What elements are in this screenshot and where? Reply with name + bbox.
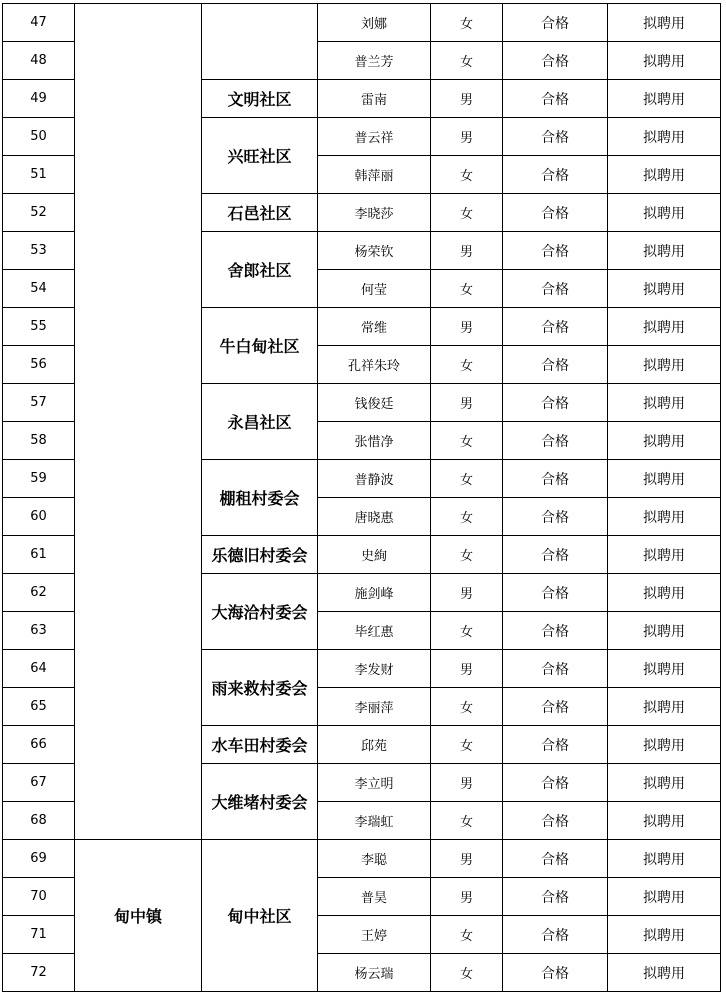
- result: 合格: [503, 118, 608, 156]
- outcome: 拟聘用: [608, 840, 721, 878]
- outcome: 拟聘用: [608, 346, 721, 384]
- result: 合格: [503, 156, 608, 194]
- row-number: 48: [3, 42, 75, 80]
- outcome: 拟聘用: [608, 194, 721, 232]
- gender: 女: [431, 726, 503, 764]
- gender: 女: [431, 270, 503, 308]
- row-number: 72: [3, 954, 75, 992]
- result: 合格: [503, 346, 608, 384]
- outcome: 拟聘用: [608, 460, 721, 498]
- table-row: [3, 4, 721, 42]
- unit-cell: 甸中社区: [202, 840, 318, 992]
- result: 合格: [503, 42, 608, 80]
- row-number: 67: [3, 764, 75, 802]
- row-number: 56: [3, 346, 75, 384]
- gender: 男: [431, 308, 503, 346]
- unit-cell: 大维堵村委会: [202, 764, 318, 840]
- recruitment-table: [2, 3, 721, 992]
- unit-cell: 棚租村委会: [202, 460, 318, 536]
- outcome: 拟聘用: [608, 156, 721, 194]
- outcome: 拟聘用: [608, 650, 721, 688]
- row-number: 49: [3, 80, 75, 118]
- gender: 男: [431, 650, 503, 688]
- person-name: 杨云瑞: [318, 954, 431, 992]
- row-number: 55: [3, 308, 75, 346]
- gender: 女: [431, 4, 503, 42]
- person-name: 孔祥朱玲: [318, 346, 431, 384]
- gender: 男: [431, 232, 503, 270]
- gender: 女: [431, 422, 503, 460]
- person-name: 普静波: [318, 460, 431, 498]
- result: 合格: [503, 726, 608, 764]
- result: 合格: [503, 194, 608, 232]
- row-number: 63: [3, 612, 75, 650]
- outcome: 拟聘用: [608, 498, 721, 536]
- person-name: 杨荣钦: [318, 232, 431, 270]
- unit-cell: 雨来救村委会: [202, 650, 318, 726]
- gender: 女: [431, 42, 503, 80]
- gender: 女: [431, 156, 503, 194]
- person-name: 李立明: [318, 764, 431, 802]
- row-number: 51: [3, 156, 75, 194]
- person-name: 李瑞虹: [318, 802, 431, 840]
- result: 合格: [503, 4, 608, 42]
- unit-cell: 大海洽村委会: [202, 574, 318, 650]
- gender: 女: [431, 688, 503, 726]
- result: 合格: [503, 878, 608, 916]
- row-number: 70: [3, 878, 75, 916]
- person-name: 韩萍丽: [318, 156, 431, 194]
- unit-cell: 舍郎社区: [202, 232, 318, 308]
- unit-cell: 永昌社区: [202, 384, 318, 460]
- row-number: 69: [3, 840, 75, 878]
- row-number: 50: [3, 118, 75, 156]
- result: 合格: [503, 460, 608, 498]
- person-name: 李发财: [318, 650, 431, 688]
- outcome: 拟聘用: [608, 726, 721, 764]
- unit-cell: 乐德旧村委会: [202, 536, 318, 574]
- unit-cell: 兴旺社区: [202, 118, 318, 194]
- outcome: 拟聘用: [608, 688, 721, 726]
- gender: 男: [431, 384, 503, 422]
- result: 合格: [503, 802, 608, 840]
- gender: 男: [431, 574, 503, 612]
- unit-cell: 水车田村委会: [202, 726, 318, 764]
- result: 合格: [503, 80, 608, 118]
- outcome: 拟聘用: [608, 574, 721, 612]
- outcome: 拟聘用: [608, 764, 721, 802]
- row-number: 53: [3, 232, 75, 270]
- unit-cell: 文明社区: [202, 80, 318, 118]
- outcome: 拟聘用: [608, 118, 721, 156]
- unit-cell: [202, 4, 318, 80]
- result: 合格: [503, 422, 608, 460]
- gender: 男: [431, 764, 503, 802]
- row-number: 59: [3, 460, 75, 498]
- gender: 女: [431, 612, 503, 650]
- result: 合格: [503, 764, 608, 802]
- outcome: 拟聘用: [608, 612, 721, 650]
- person-name: 李丽萍: [318, 688, 431, 726]
- person-name: 刘娜: [318, 4, 431, 42]
- outcome: 拟聘用: [608, 270, 721, 308]
- row-number: 62: [3, 574, 75, 612]
- person-name: 雷南: [318, 80, 431, 118]
- person-name: 普兰芳: [318, 42, 431, 80]
- gender: 男: [431, 80, 503, 118]
- outcome: 拟聘用: [608, 80, 721, 118]
- result: 合格: [503, 536, 608, 574]
- row-number: 54: [3, 270, 75, 308]
- row-number: 58: [3, 422, 75, 460]
- outcome: 拟聘用: [608, 4, 721, 42]
- gender: 男: [431, 118, 503, 156]
- row-number: 64: [3, 650, 75, 688]
- outcome: 拟聘用: [608, 232, 721, 270]
- outcome: 拟聘用: [608, 42, 721, 80]
- person-name: 李晓莎: [318, 194, 431, 232]
- result: 合格: [503, 916, 608, 954]
- town-cell: 甸中镇: [75, 840, 202, 992]
- row-number: 52: [3, 194, 75, 232]
- table-row: [3, 840, 721, 878]
- row-number: 60: [3, 498, 75, 536]
- person-name: 张惜净: [318, 422, 431, 460]
- result: 合格: [503, 232, 608, 270]
- person-name: 史絢: [318, 536, 431, 574]
- unit-cell: 石邑社区: [202, 194, 318, 232]
- person-name: 毕红惠: [318, 612, 431, 650]
- row-number: 57: [3, 384, 75, 422]
- outcome: 拟聘用: [608, 916, 721, 954]
- row-number: 66: [3, 726, 75, 764]
- row-number: 65: [3, 688, 75, 726]
- person-name: 常维: [318, 308, 431, 346]
- town-cell: [75, 4, 202, 840]
- outcome: 拟聘用: [608, 422, 721, 460]
- outcome: 拟聘用: [608, 878, 721, 916]
- unit-cell: 牛白甸社区: [202, 308, 318, 384]
- gender: 女: [431, 498, 503, 536]
- gender: 女: [431, 346, 503, 384]
- outcome: 拟聘用: [608, 954, 721, 992]
- result: 合格: [503, 612, 608, 650]
- gender: 男: [431, 840, 503, 878]
- outcome: 拟聘用: [608, 802, 721, 840]
- gender: 男: [431, 878, 503, 916]
- row-number: 71: [3, 916, 75, 954]
- row-number: 47: [3, 4, 75, 42]
- result: 合格: [503, 384, 608, 422]
- outcome: 拟聘用: [608, 384, 721, 422]
- result: 合格: [503, 840, 608, 878]
- person-name: 施剑峰: [318, 574, 431, 612]
- person-name: 李聪: [318, 840, 431, 878]
- outcome: 拟聘用: [608, 536, 721, 574]
- gender: 女: [431, 194, 503, 232]
- result: 合格: [503, 688, 608, 726]
- person-name: 何莹: [318, 270, 431, 308]
- row-number: 68: [3, 802, 75, 840]
- person-name: 普云祥: [318, 118, 431, 156]
- person-name: 普昊: [318, 878, 431, 916]
- outcome: 拟聘用: [608, 308, 721, 346]
- row-number: 61: [3, 536, 75, 574]
- person-name: 唐晓惠: [318, 498, 431, 536]
- gender: 女: [431, 460, 503, 498]
- gender: 女: [431, 916, 503, 954]
- gender: 女: [431, 954, 503, 992]
- person-name: 邱苑: [318, 726, 431, 764]
- gender: 女: [431, 536, 503, 574]
- gender: 女: [431, 802, 503, 840]
- result: 合格: [503, 954, 608, 992]
- result: 合格: [503, 650, 608, 688]
- result: 合格: [503, 574, 608, 612]
- person-name: 王婷: [318, 916, 431, 954]
- result: 合格: [503, 498, 608, 536]
- result: 合格: [503, 270, 608, 308]
- result: 合格: [503, 308, 608, 346]
- person-name: 钱俊廷: [318, 384, 431, 422]
